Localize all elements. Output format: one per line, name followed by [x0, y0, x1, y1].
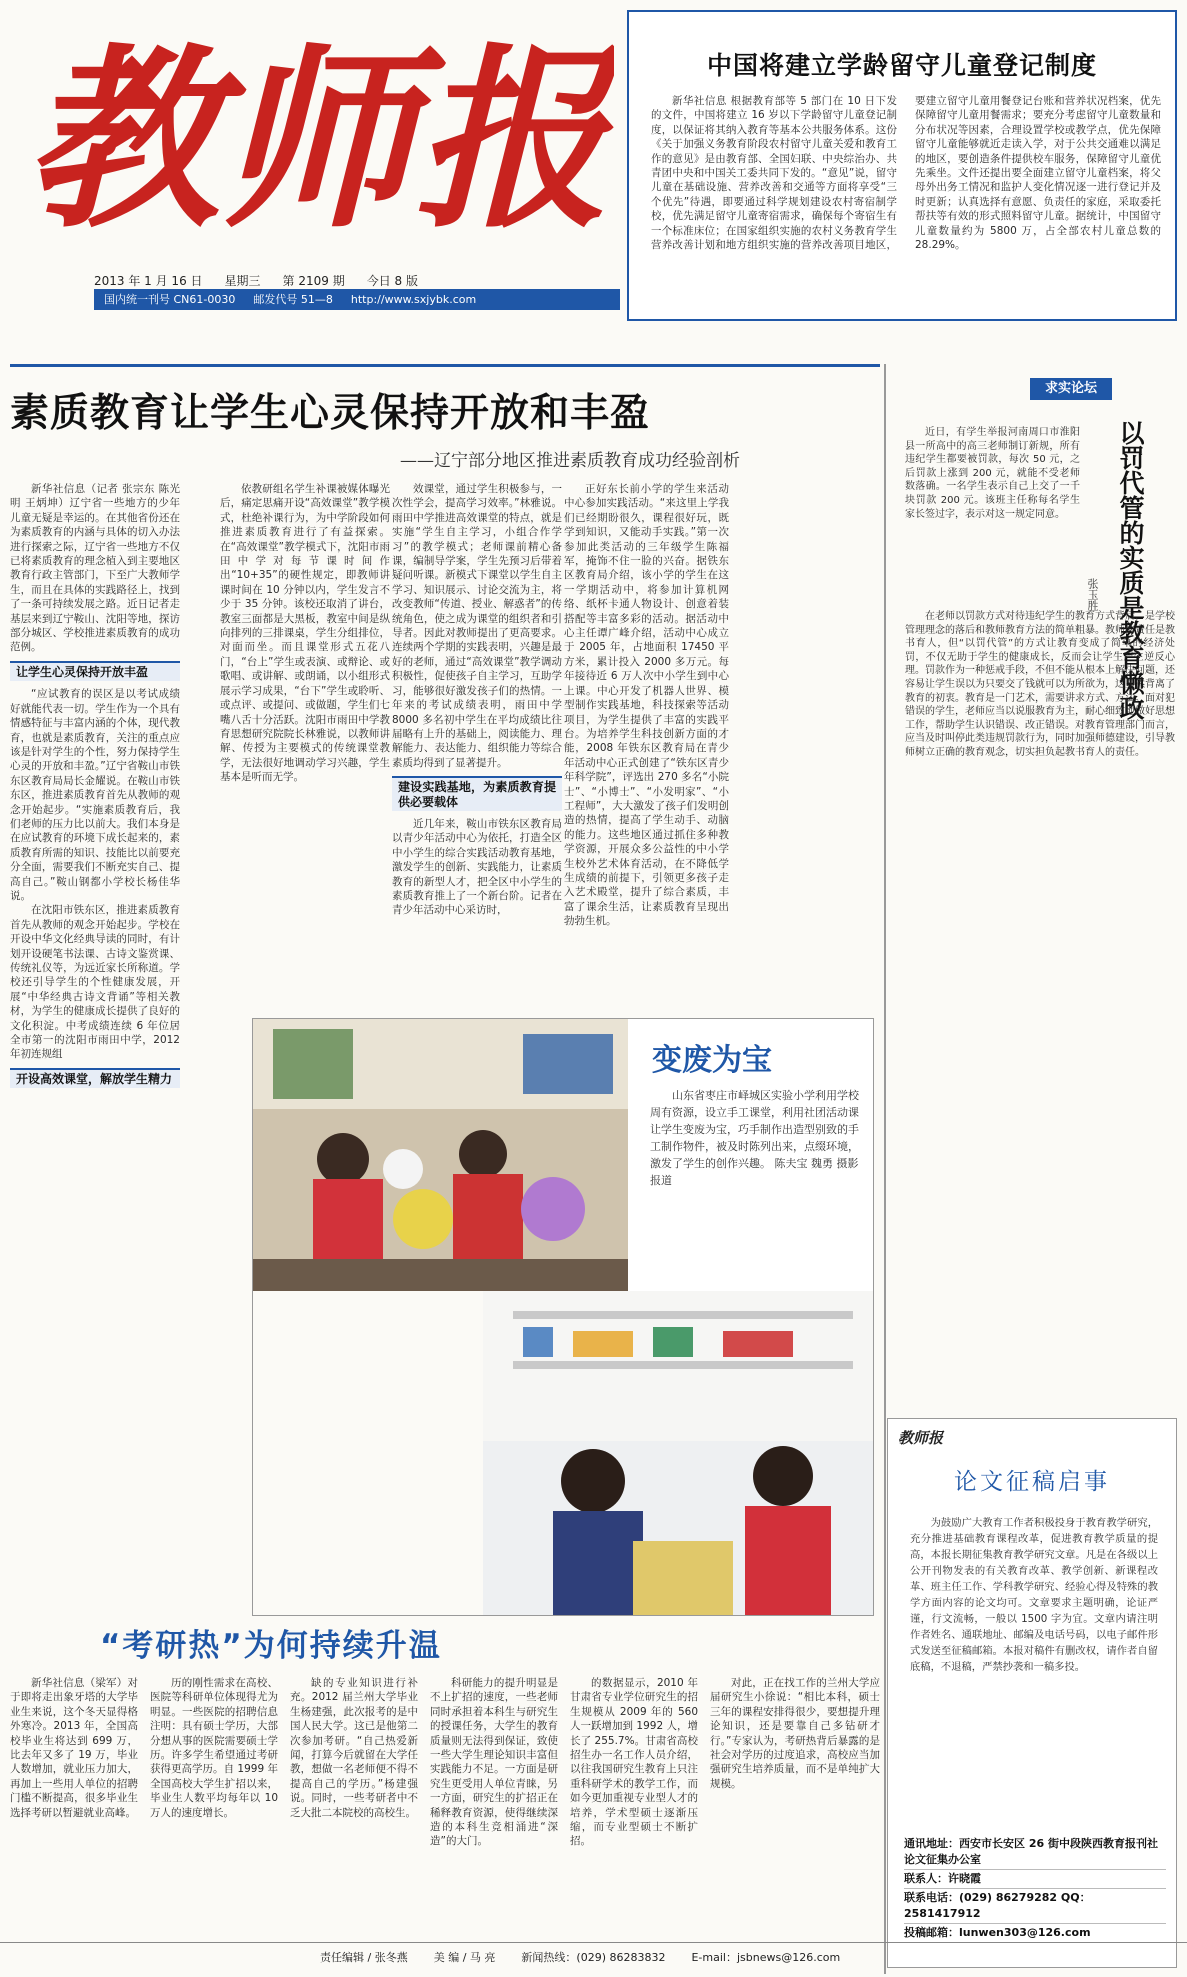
- commentary-title: 以罚代管的实质是教育懒政: [1116, 420, 1145, 720]
- issn-bar: [94, 289, 620, 310]
- footer-designer: 美 编 / 马 亮: [433, 1951, 496, 1964]
- paragraph: 近日，有学生举报河南周口市淮阳县一所高中的高三老师制订新规，所有违纪学生都要被罚款，每次 50 元，之后罚款上涨到 200 元，就能不受老师数落确。一名学生表示自己上交了一千块罚款 200 元。该班主任称每名学生家长签过字，表示对这一规定同意。: [905, 427, 1080, 520]
- section-heading: 开设高效课堂，解放学生精力: [10, 1068, 180, 1088]
- column-rule: [884, 364, 886, 1974]
- commentary-author: 张玉胜: [1086, 578, 1099, 611]
- masthead-logo: [14, 8, 614, 248]
- photo-caption: 山东省枣庄市峄城区实验小学利用学校周有资源，设立手工课堂，利用社团活动课让学生变废为宝，巧手制作出造型别致的手工制作物件，被及时陈列出来，点缀环境，激发了学生的创作兴趣。 陈夫宝 魏勇 摄影报道: [650, 1089, 859, 1187]
- paragraph: 新华社信息（梁军）对于即将走出象牙塔的大学毕业生来说，这个冬天显得格外寒冷。2013 年，全国高校毕业生将达到 699 万，比去年又多了 19 万，毕业人数增加，就业压力加大，再加上一些用人单位的招聘门槛不断提高，很多毕业生选择考研以暂避就业高峰。: [10, 1677, 138, 1819]
- main-subheadline: ——辽宁部分地区推进素质教育成功经验剖析: [400, 451, 740, 471]
- main-article-column-1: [10, 482, 180, 1094]
- call-for-papers-box: [887, 1418, 1177, 1968]
- photo-children-reading: [483, 1291, 874, 1616]
- cfp-phone: 联系电话：(029) 86279282 QQ：2581417912: [904, 1889, 1166, 1924]
- cfp-address: 通讯地址：西安市长安区 26 街中段陕西教育报刊社论文征集办公室: [904, 1835, 1166, 1870]
- lead-article-title: 中国将建立学龄留守儿童登记制度: [706, 51, 1097, 80]
- main-article-column-3: [392, 482, 562, 918]
- photo-gap: [253, 1291, 483, 1616]
- date-line: [94, 272, 418, 289]
- main-article-column-2: [220, 482, 390, 785]
- cfp-contact-person: 联系人：许晓霞: [904, 1870, 1166, 1889]
- section-heading: 建设实践基地，为素质教育提供必要载体: [392, 776, 562, 811]
- commentary-section-tag: 求实论坛: [1030, 378, 1112, 400]
- issue-number: 第 2109 期: [282, 274, 345, 288]
- lead-article-box: [627, 10, 1177, 321]
- bottom-article-column-4: [430, 1676, 558, 1849]
- top-rule: [10, 364, 880, 367]
- photo-crafts: [253, 1019, 628, 1291]
- paragraph: 正好东长前小学的学生来活动中心参加实践活动。“来这里上学我们已经期盼很久，课程很好玩，既学到知识，又能动手实践。”第一次参加此类活动的三年级学生陈福军，掩饰不住一脸的兴奋。据铁东区教育局介绍，该小学的学生在这一学期活动中，将参加计算机网络、纸杯卡通人物设计、创意着装搭配等丰富多彩的活动。据活动中心主任谭广峰介绍，活动中心成立于 2005 年，占地面积 17450 平方米，累计投入 2000 多万元。每年接待近 6 万人次中小学生到中心上课。中心开发了机器人世界、模型制作实践基地，科技探索等活动项目，为学生提供了丰富的实践平台。为培养学生科技创新方面的才能，2008 年铁东区教育局在青少年活动中心正式创建了“铁东区青少年科学院”，评选出 270 多名“小院士”、“小博士”、“小发明家”、“小工程师”，大大激发了孩子们发明创造的热情，提高了学生动手、动脑的能力。这些地区通过抓住多种教学资源，开展众多公益性的中小学生校外艺术体育活动，在不降低学生成绩的前提下，引领更多孩子走入艺术殿堂，提升了综合素质，丰富了课余生活，让素质教育呈现出勃勃生机。: [564, 483, 729, 928]
- lead-article-text: 新华社信息 根据教育部等 5 部门在 10 日下发的文件，中国将建立 16 岁以下学龄留守儿童登记制度，以保证将其纳入教育等基本公共服务体系。这份《关于加强义务教育阶段农村留守儿童关爱和教育工作的意见》是由教育部、全国妇联、中央综治办、共青团中央和中国关工委共同下发的。“意见”说，留守儿童在基础设施、营养改善和交通等方面将享受“三个优先”待遇，即要通过科学规划建设农村寄宿制学校，优先满足留守儿童寄宿需求，确保每个寄宿生有一个标准床位；在国家组织实施的农村义务教育学生营养改善计划和地方组织实施的营养改善项目地区，要建立留守儿童用餐登记台账和营养状况档案，优先保障留守儿童用餐需求；要充分考虑留守儿童数量和分布状况等因素，合理设置学校或教学点，优先保障留守儿童能够就近走读入学，对于公共交通难以满足的地区，要创造条件提供校车服务，保障留守儿童优先乘坐。文件还提出要全面建立留守儿童档案，将父母外出务工情况和监护人变化情况逐一进行登记并及时更新；认真选择有意愿、负责任的家庭，采取委托帮扶等有效的形式照料留守儿童。据统计，中国留守儿童数量约为 5800 万，占全部农村儿童总数的 28.29%。: [651, 95, 1161, 252]
- website-link[interactable]: http://www.sxjybk.com: [350, 293, 477, 306]
- paragraph: “应试教育的误区是以考试成绩好就能代表一切。学生作为一个具有情感特征与丰富内涵的个体，现代教育，也就是素质教育，关注的重点应该是针对学生的个性，努力保持学生心灵的开放和丰盈。”辽宁省鞍山市铁东区教育局局长金耀说。在鞍山市铁东区，推进素质教育首先从教师的观念开始起步。“实施素质教育后，我们老师的压力比以前大。我们本身是在应试教育的环境下成长起来的，素质教育所需的知识、技能比以前要充分全面，需要我们不断充实自己、提高自己。”鞍山钢都小学校长杨佳华说。: [10, 688, 180, 902]
- commentary-body-main: [905, 610, 1175, 760]
- commentary-body-intro: [905, 426, 1080, 521]
- photo-caption-box: [628, 1019, 874, 1291]
- photo-feature: [252, 1018, 874, 1616]
- bottom-article-column-6: [710, 1676, 880, 1791]
- lead-article-body: [651, 94, 1161, 252]
- issue-date: 2013 年 1 月 16 日: [94, 274, 203, 288]
- paragraph: 为鼓励广大教育工作者积极投身于教育教学研究，充分推进基础教育课程改革，促进教育教学质量的提高，本报长期征集教育教学研究文章。凡是在各级以上公开刊物发表的有关教育改革、教学创新、新课程改革、班主任工作、学科教学研究、经验心得及特殊的教学方面内容的论文均可。文章要求主题明确，论证严谨，行文流畅，一般以 1500 字为宜。文章内请注明作者姓名、通联地址、邮编及电话号码，以电子邮件形式发送至征稿邮箱。本报对稿件有删改权，请作者自留底稿，不退稿，严禁抄袭和一稿多投。: [910, 1517, 1158, 1673]
- paragraph: 科研能力的提升明显是不上扩招的速度，一些老师同时承担着本科生与研究生的授课任务，大学生的教育质量则无法得到保证，致使一些大学生理论知识丰富但实践能力不足。一方面是研究生更受用人单位青睐，另一方面，研究生的扩招正在稀释教育资源，使得继续深造的本科生竞相涌进“深造”的大门。: [430, 1677, 558, 1848]
- paragraph: 历的刚性需求在高校、医院等科研单位体现得尤为明显。一些医院的招聘信息注明：具有硕士学历，大部分想从事的医院需要硕士学历。许多学生希望通过考研获得更高学历。自 1999 年全国高校大学生扩招以来，毕业生人数平均每年以 10 万人的速度增长。: [150, 1677, 278, 1819]
- paragraph: 在老师以罚款方式对待违纪学生的教育方式背后，是学校管理理念的落后和教师教育方法的简单粗暴。教师的责任是教书育人，但“以罚代管”的方式让教育变成了简单的经济处罚，不仅无助于学生的健康成长，反而会让学生产生逆反心理。罚款作为一种惩戒手段，不但不能从根本上解决问题，还容易让学生误以为只要交了钱就可以为所欲为，这显然背离了教育的初衷。教育是一门艺术，需要讲求方式、方法。面对犯错误的学生，老师应当以说服教育为主，耐心细致地做好思想工作，帮助学生认识错误、改正错误。对教育管理部门而言，应当及时叫停此类违规罚款行为，同时加强师德建设，引导教师树立正确的教育观念，切实担负起教书育人的责任。: [905, 611, 1175, 758]
- bottom-article-column-2: [150, 1676, 278, 1820]
- main-article-column-4: [564, 482, 729, 929]
- bottom-article-column-5: [570, 1676, 698, 1849]
- bottom-article-column-3: [290, 1676, 418, 1820]
- issue-weekday: 星期三: [224, 274, 261, 288]
- bottom-article-column-1: [10, 1676, 138, 1820]
- bottom-headline: “考研热”为何持续升温: [100, 1628, 442, 1664]
- main-headline: 素质教育让学生心灵保持开放和丰盈: [10, 391, 651, 436]
- paragraph: 近几年来，鞍山市铁东区教育局以青少年活动中心为依托，打造全区中小学生的综合实践活动教育基地，激发学生的创新、实践能力，让素质教育的新型人才，把全区中小学生的素质教育推上了一个新台阶。记者在青少年活动中心采访时，: [392, 817, 562, 917]
- photo-title: 变废为宝: [652, 1043, 772, 1078]
- footer-hotline: 新闻热线：(029) 86283832: [521, 1951, 666, 1964]
- cfp-contact-block: [904, 1835, 1166, 1943]
- paragraph: 新华社信息（记者 张宗东 陈光明 王炳坤）辽宁省一些地方的少年儿童无疑是幸运的。在其他省份还在为素质教育的内涵与具体的切入办法进行探索之际，辽宁省一些地方不仅已将素质教育的理念植入到主要地区教育行政主管部门，下至广大教师学生，而且在具体的实践路径上，找到了一条可持续发展之路。近日记者走基层来到辽宁鞍山、沈阳等地，探访部分城区、学校推进素质教育的成功范例。: [10, 483, 180, 654]
- footer-email[interactable]: E-mail：jsbnews@126.com: [691, 1951, 841, 1964]
- section-heading: 让学生心灵保持开放丰盈: [10, 661, 180, 681]
- paragraph: 效课堂，通过学生积极参与，一次性学会，提高学习效率。”林雅说。雨田中学推进高效课堂的特点，就是实施“学生自主学习，小组合作学习”的教学模式；老师课前精心备课，编制导学案，学生先预习后带着疑问听课。新模式下课堂以学生自主学习、知识展示、讨论交流为主，将改变教师“传道、授业、解惑者”的传统角色，使之成为课堂的组织者和引导者。因此对教师提出了更高要求。连续两个学期的实践表明，兴趣是最好的老师，通过“高效课堂”教学调动积极性，促使孩子自主学习，互助学习，能够很好激发孩子们的热情。一年来的考试成绩表明，雨田中学 8000 多名初中学生在平均成绩比往届略有上升的基础上，阅读能力、理解能力、表达能力、组织能力等综合素质均得到了显著提升。: [392, 483, 562, 769]
- cfp-email[interactable]: 投稿邮箱：lunwen303@126.com: [904, 1924, 1166, 1943]
- paragraph: 依教研组名学生补课被媒体曝光后，痛定思痛开设“高效课堂”教学模式，杜绝补课行为，为中学阶段如何推进素质教育进行了有益探索。在“高效课堂”教学模式下，沈阳市雨田中学对每节课时间作出“10+35”的硬性规定，即教师讲课时间在 10 分钟以内，学生发言不少于 35 分钟。该校还取消了讲台，教室三面都是大黑板，教室中间是纵向排列的三排课桌，学生分组排位，对面而坐。而且课堂形式五花八门，“台上”学生或表演、或辩论、或歌唱、或讲解、或朗诵，以小组形式展示学习成果，“台下”学生或聆听、或点评、或提问、或做题，学生们七嘴八舌十分活跃。沈阳市雨田中学教育思想研究院院长林雅说，以教师讲解、传授为主要模式的传统课堂教学，无法很好地调动学习兴趣，学生基本是听而无学。: [220, 483, 390, 784]
- page-footer: [0, 1942, 1187, 1977]
- issue-pages: 今日 8 版: [366, 274, 418, 288]
- paragraph: 的数据显示，2010 年甘肃省专业学位研究生的招生规模从 2009 年的 560 人一跃增加到 1992 人，增长了 255.7%。甘肃省高校招生办一名工作人员介绍，以往我国研究生教育上只注重科研学术的教学工作，而如今更加重视专业型人才的培养，学术型硕士逐渐压缩，而专业型硕士不断扩招。: [570, 1677, 698, 1848]
- cn-number: 国内统一刊号 CN61-0030: [104, 293, 236, 306]
- cfp-title: 论文征稿启事: [954, 1469, 1110, 1495]
- cfp-body: [910, 1515, 1158, 1675]
- footer-editor: 责任编辑 / 张冬燕: [320, 1951, 408, 1964]
- cfp-logo: 教师报: [898, 1429, 944, 1447]
- paragraph: 缺的专业知识进行补充。2012 届兰州大学毕业生杨建强，此次报考的是中国人民大学。这已是他第二次参加考研。“自己热爱新闻，打算今后就留在大学任教，想做一名老师便不得不提高自己的学历。”杨建强说。同时，一些考研者中不乏大批二本院校的高校生。: [290, 1677, 418, 1819]
- postal-code: 邮发代号 51—8: [253, 293, 333, 306]
- masthead-logo-text: 教师报: [24, 25, 609, 248]
- paragraph: 在沈阳市铁东区，推进素质教育首先从教师的观念开始起步。学校在开设中华文化经典导读的同时，有计划开设硬笔书法课、古诗文鉴赏课、传统礼仪等，为远近家长所称道。学校还引导学生的个性健康发展，开展“中华经典古诗文背诵”等相关教材，为学生的健康成长提供了良好的文化积淀。中考成绩连续 6 年位居全市第一的沈阳市雨田中学，2012 年初连规组: [10, 904, 180, 1061]
- paragraph: 对此，正在找工作的兰州大学应届研究生小徐说：“相比本科，硕士三年的课程安排得很少，要想提升理论知识，还是要靠自己多钻研才行。”专家认为，考研热背后暴露的是社会对学历的过度追求，高校应当加强研究生培养质量，而不是单纯扩大规模。: [710, 1677, 880, 1790]
